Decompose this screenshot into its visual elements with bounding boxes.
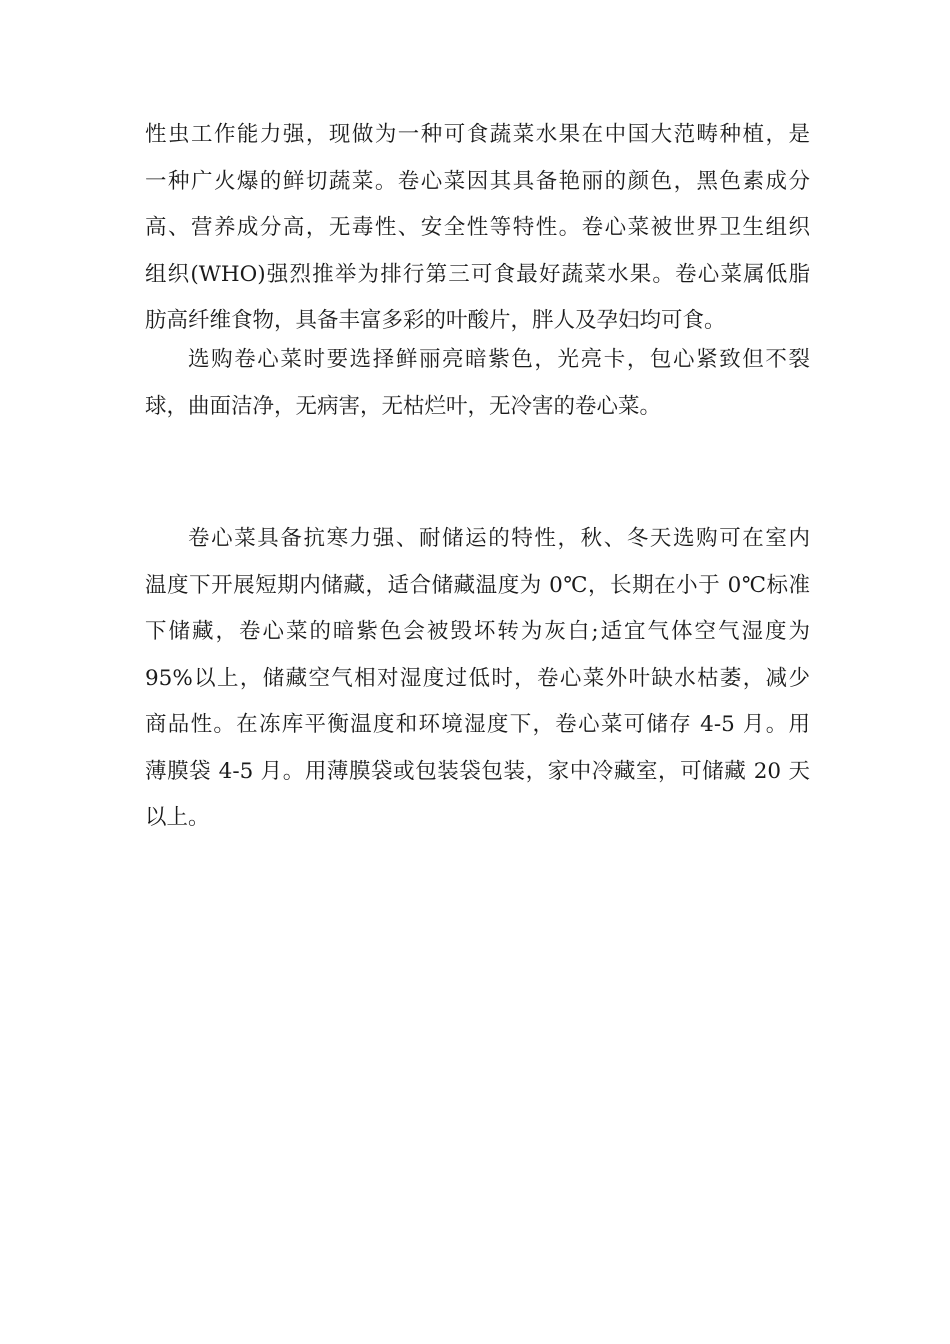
paragraph-nutrition xyxy=(145,112,810,345)
text-line: 卷心菜具备抗寒力强、耐储运的特性，秋、冬天选购可在室内 xyxy=(188,526,810,551)
text-line: 下储藏，卷心菜的暗紫色会被毁坏转为灰白;适宜气体空气湿度为 xyxy=(145,619,810,644)
text-line: 性虫工作能力强，现做为一种可食蔬菜水果在中国大范畴种植，是 xyxy=(145,122,810,147)
text-line: 球，曲面洁净，无病害，无枯烂叶，无冷害的卷心菜。 xyxy=(145,393,662,419)
text-line: 高、营养成分高，无毒性、安全性等特性。卷心菜被世界卫生组织 xyxy=(145,215,810,240)
paragraph-selection xyxy=(145,337,810,430)
text-line: 95%以上，储藏空气相对湿度过低时，卷心菜外叶缺水枯萎，减少 xyxy=(145,665,810,691)
text-line: 组织(WHO)强烈推举为排行第三可食最好蔬菜水果。卷心菜属低脂 xyxy=(145,261,810,287)
text-line: 一种广火爆的鲜切蔬菜。卷心菜因其具备艳丽的颜色，黑色素成分 xyxy=(145,168,810,194)
text-line: 肪高纤维食物，具备丰富多彩的叶酸片，胖人及孕妇均可食。 xyxy=(145,308,726,333)
text-line: 温度下开展短期内储藏，适合储藏温度为 0℃，长期在小于 0℃标准 xyxy=(145,572,810,598)
text-line: 选购卷心菜时要选择鲜丽亮暗紫色，光亮卡，包心紧致但不裂 xyxy=(188,347,810,372)
text-line: 薄膜袋 4-5 月。用薄膜袋或包装袋包装，家中冷藏室，可储藏 20 天 xyxy=(145,758,810,784)
text-line: 商品性。在冻库平衡温度和环境湿度下，卷心菜可储存 4-5 月。用 xyxy=(145,712,810,737)
paragraph-storage xyxy=(145,516,810,842)
text-line: 以上。 xyxy=(145,805,210,830)
